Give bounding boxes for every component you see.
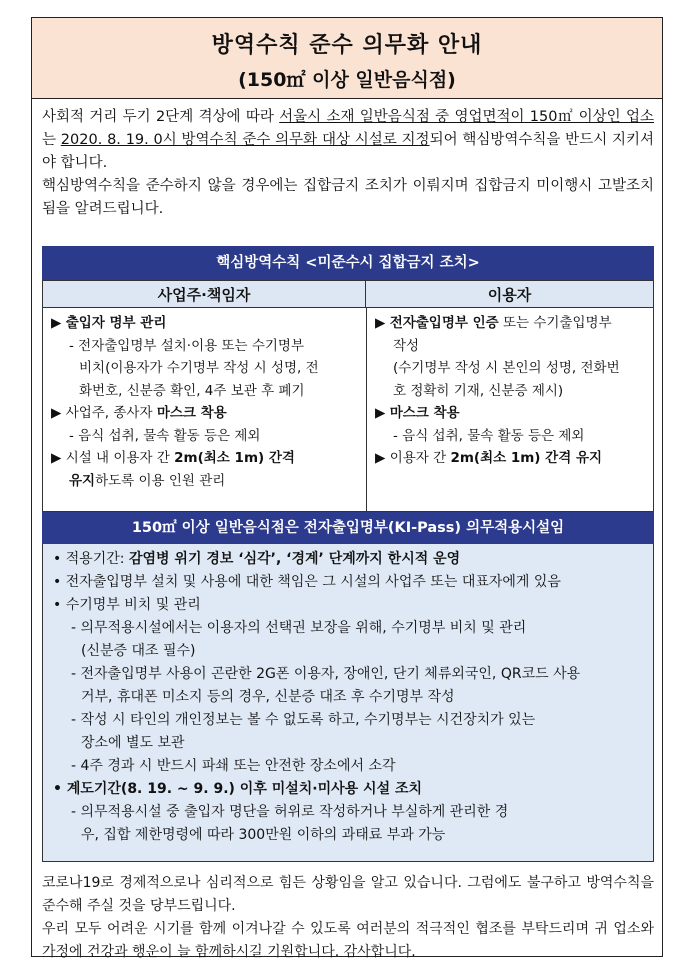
- core-rules-table: [42, 308, 654, 512]
- user-rule-distance: [375, 447, 651, 470]
- kipass-details: [42, 544, 654, 862]
- list-item: • 수기명부 비치 및 관리: [53, 597, 201, 613]
- rule-title: 2m(최소 1m) 간격 유지: [450, 450, 603, 466]
- rule-text: 사업주, 종사자: [65, 405, 157, 421]
- user-rule-checkin: [375, 312, 651, 335]
- list-item: • 적용기간:: [53, 551, 129, 567]
- triangle-bullet-icon: ▶: [375, 315, 390, 331]
- owner-rule-visitor-log: [51, 312, 361, 335]
- intro-text-part: 사회적 거리 두기 2단계 격상에 따라: [42, 109, 280, 125]
- sub-item: 우, 집합 제한명령에 따라 300만원 이하의 과태료 부과 가능: [81, 827, 446, 843]
- sub-item: - 전자출입명부 사용이 곤란한 2G폰 이용자, 장애인, 단기 체류외국인, QR코드 사용: [71, 666, 581, 682]
- intro-underlined-date: 2020. 8. 19. 0시 방역수칙 준수 의무화 대상 시설로 지정: [60, 132, 430, 148]
- rule-text: 이용자 간: [389, 450, 451, 466]
- kipass-header: 150㎡ 이상 일반음식점은 전자출입명부(KI-Pass) 의무적용시설임: [42, 512, 654, 544]
- list-item: • 전자출입명부 설치 및 사용에 대한 책임은 그 시설의 사업주 또는 대표자에게 있음: [53, 574, 561, 590]
- rule-title: 유지: [69, 472, 96, 489]
- rule-detail: 작성: [393, 337, 420, 354]
- rule-text: 또는 수기출입명부: [498, 315, 612, 331]
- page-subtitle: (150㎡ 이상 일반음식점): [238, 69, 456, 91]
- sub-item: - 작성 시 타인의 개인정보는 볼 수 없도록 하고, 수기명부는 시건장치가 있는: [71, 712, 536, 728]
- column-divider: [366, 308, 367, 511]
- intro-text-part: 되어 핵심방역수칙을 반드시 지키셔야 합니다.: [42, 132, 655, 171]
- rule-title: 출입자 명부 관리: [65, 315, 167, 331]
- owner-rule-distance: [51, 447, 361, 470]
- kipass-list: [53, 548, 649, 847]
- list-item-bold: • 계도기간(8. 19. ~ 9. 9.) 이후 미설치·미사용 시설 조치: [53, 781, 423, 797]
- rule-title: 2m(최소 1m) 간격: [174, 450, 295, 466]
- sub-item: - 의무적용시설에서는 이용자의 선택권 보장을 위해, 수기명부 비치 및 관리: [71, 620, 527, 636]
- page-title: 방역수칙 준수 의무화 안내: [211, 33, 483, 58]
- user-rules: [375, 312, 651, 470]
- owner-rules: [51, 312, 361, 492]
- intro-text-part: 는: [42, 132, 61, 148]
- triangle-bullet-icon: ▶: [51, 450, 66, 466]
- column-title-owner: 사업주·책임자: [42, 280, 366, 308]
- closing-paragraph-1: 코로나19로 경제적으로나 심리적으로 힘든 상황임을 알고 있습니다. 그럼에도 불구하고 방역수칙을 준수해 주실 것을 당부드립니다.: [42, 875, 654, 914]
- rule-detail: 비치(이용자가 수기명부 작성 시 성명, 전: [79, 360, 319, 376]
- intro-underlined-target: 서울시 소재 일반음식점 중 영업면적이 150㎡ 이상인 업소: [279, 109, 654, 125]
- rule-detail: - 전자출입명부 설치·이용 또는 수기명부: [69, 337, 304, 354]
- closing-text: [42, 872, 654, 964]
- rule-text: 하도록 이용 인원 관리: [95, 472, 226, 489]
- sub-item: 거부, 휴대폰 미소지 등의 경우, 신분증 대조 후 수기명부 작성: [81, 689, 455, 705]
- triangle-bullet-icon: ▶: [51, 405, 66, 421]
- intro-paragraph-1: [42, 106, 654, 175]
- rule-detail: 호 정확히 기재, 신분증 제시): [393, 382, 564, 399]
- intro-paragraph-2: 핵심방역수칙을 준수하지 않을 경우에는 집합금지 조치가 이뤄지며 집합금지 미이행시 고발조치 됨을 알려드립니다.: [42, 178, 654, 217]
- rule-detail: (수기명부 작성 시 본인의 성명, 전화번: [393, 360, 620, 376]
- triangle-bullet-icon: ▶: [375, 450, 390, 466]
- column-title-user: 이용자: [365, 280, 654, 308]
- rule-title: 전자출입명부 인증: [389, 315, 499, 331]
- rule-title: 마스크 착용: [389, 405, 460, 421]
- title-box: [32, 18, 662, 99]
- kipass-period: [53, 548, 649, 571]
- closing-paragraph-2: 우리 모두 어려운 시기를 함께 이겨나갈 수 있도록 여러분의 적극적인 협조를 부탁드리며 귀 업소와 가정에 건강과 행운이 늘 함께하시길 기원합니다. 감사합니다.: [42, 921, 654, 960]
- rule-detail: - 음식 섭취, 물속 활동 등은 제외: [393, 427, 585, 444]
- rule-detail: 화번호, 신분증 확인, 4주 보관 후 폐기: [79, 382, 305, 399]
- intro-text: [42, 106, 654, 221]
- sub-item: - 의무적용시설 중 출입자 명단을 허위로 작성하거나 부실하게 관리한 경: [71, 804, 509, 820]
- rule-detail: - 음식 섭취, 물속 활동 등은 제외: [69, 427, 261, 444]
- list-item-bold: 감염병 위기 경보 ‘심각’, ‘경계’ 단계까지 한시적 운영: [128, 551, 461, 567]
- rule-text: 시설 내 이용자 간: [65, 450, 175, 466]
- user-rule-mask: [375, 402, 651, 425]
- sub-item: (신분증 대조 필수): [81, 643, 196, 659]
- triangle-bullet-icon: ▶: [375, 405, 390, 421]
- owner-rule-mask: [51, 402, 361, 425]
- sub-item: 장소에 별도 보관: [81, 735, 185, 751]
- rule-title: 마스크 착용: [156, 405, 227, 421]
- rule-detail: [51, 470, 361, 493]
- triangle-bullet-icon: ▶: [51, 315, 66, 331]
- sub-item: - 4주 경과 시 반드시 파쇄 또는 안전한 장소에서 소각: [71, 758, 396, 774]
- core-rules-header: 핵심방역수칙 <미준수시 집합금지 조치>: [42, 246, 654, 280]
- notice-frame: [31, 17, 663, 960]
